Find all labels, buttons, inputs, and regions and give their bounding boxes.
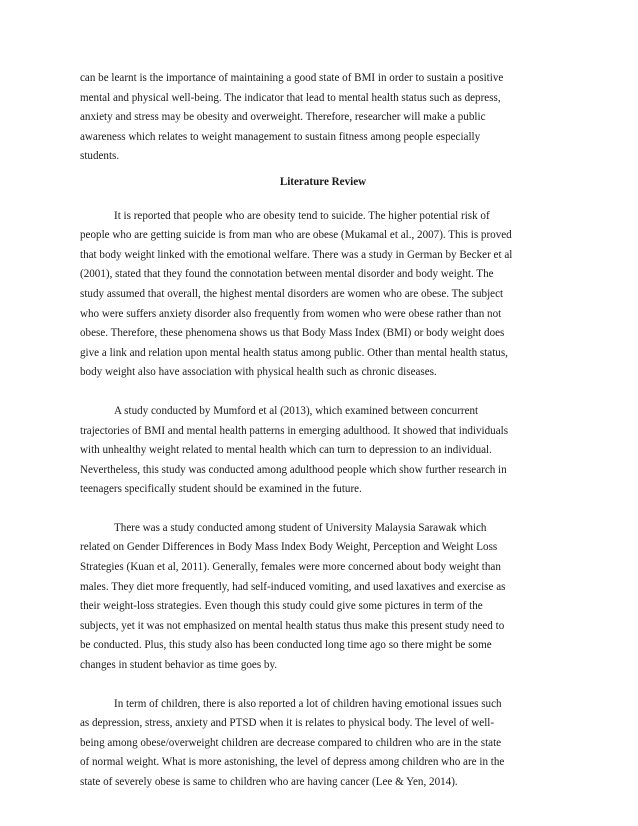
text-line: give a link and relation upon mental health status among public. Other than mental health status,: [80, 346, 508, 359]
text-line: mental and physical well-being. The indicator that lead to mental health status such as depress,: [80, 91, 501, 104]
text-line: (2001), stated that they found the connotation between mental disorder and body weight. The: [80, 268, 494, 281]
text-line: obese. Therefore, these phenomena shows us that Body Mass Index (BMI) or body weight does: [80, 327, 505, 340]
text-line: subjects, yet it was not emphasized on mental health status thus make this present study need to: [80, 619, 505, 632]
text-line: their weight-loss strategies. Even though this study could give some pictures in term of the: [80, 600, 483, 613]
text-line: who were suffers anxiety disorder also frequently from women who were obese rather than not: [80, 307, 502, 320]
text-line: awareness which relates to weight management to sustain fitness among people especially: [80, 130, 481, 143]
text-line: people who are getting suicide is from man who are obese (Mukamal et al., 2007). This is proved: [80, 229, 512, 242]
text-line: of normal weight. What is more astonishing, the level of depress among children who are in the: [80, 756, 505, 769]
text-line: as depression, stress, anxiety and PTSD when it is relates to physical body. The level of well-: [80, 717, 495, 730]
paragraph-1: [80, 207, 560, 383]
text-line: Nevertheless, this study was conducted among adulthood people which show further research in: [80, 463, 507, 476]
text-line: In term of children, there is also reported a lot of children having emotional issues such: [114, 697, 502, 710]
text-line: state of severely obese is same to children who are having cancer (Lee & Yen, 2014).: [80, 776, 458, 788]
text-line: be conducted. Plus, this study also has been conducted long time ago so there might be some: [80, 639, 492, 652]
paragraph-3: [80, 519, 560, 676]
text-line: can be learnt is the importance of maintaining a good state of BMI in order to sustain a positive: [80, 72, 504, 84]
text-line: males. They diet more frequently, had self-induced vomiting, and used laxatives and exercise as: [80, 580, 506, 593]
text-line: related on Gender Differences in Body Mass Index Body Weight, Perception and Weight Loss: [80, 541, 498, 554]
text-line: Strategies (Kuan et al, 2011). Generally, females were more concerned about body weight than: [80, 561, 501, 574]
text-line: body weight also have association with physical health such as chronic diseases.: [80, 366, 437, 379]
text-line: anxiety and stress may be obesity and overweight. Therefore, researcher will make a public: [80, 111, 486, 124]
text-line: students.: [80, 150, 120, 163]
section-heading: Literature Review: [279, 175, 367, 188]
text-line: It is reported that people who are obesity tend to suicide. The higher potential risk of: [114, 209, 490, 222]
text-line: teenagers specifically student should be examined in the future.: [80, 483, 362, 496]
text-line: trajectories of BMI and mental health patterns in emerging adulthood. It showed that individuals: [80, 424, 509, 437]
text-line: with unhealthy weight related to mental health which can turn to depression to an individual.: [80, 444, 492, 457]
paragraph-4: [80, 695, 560, 793]
text-line: changes in student behavior as time goes by.: [80, 659, 278, 672]
intro-paragraph: [80, 69, 560, 167]
text-line: being among obese/overweight children are decrease compared to children who are in the state: [80, 736, 502, 749]
text-line: A study conducted by Mumford et al (2013), which examined between concurrent: [114, 404, 479, 417]
paragraph-2: [80, 402, 560, 500]
text-line: that body weight linked with the emotional welfare. There was a study in German by Becker et al: [80, 248, 513, 261]
text-line: There was a study conducted among student of University Malaysia Sarawak which: [114, 521, 487, 534]
text-line: study assumed that overall, the highest mental disorders are women who are obese. The subject: [80, 287, 504, 300]
